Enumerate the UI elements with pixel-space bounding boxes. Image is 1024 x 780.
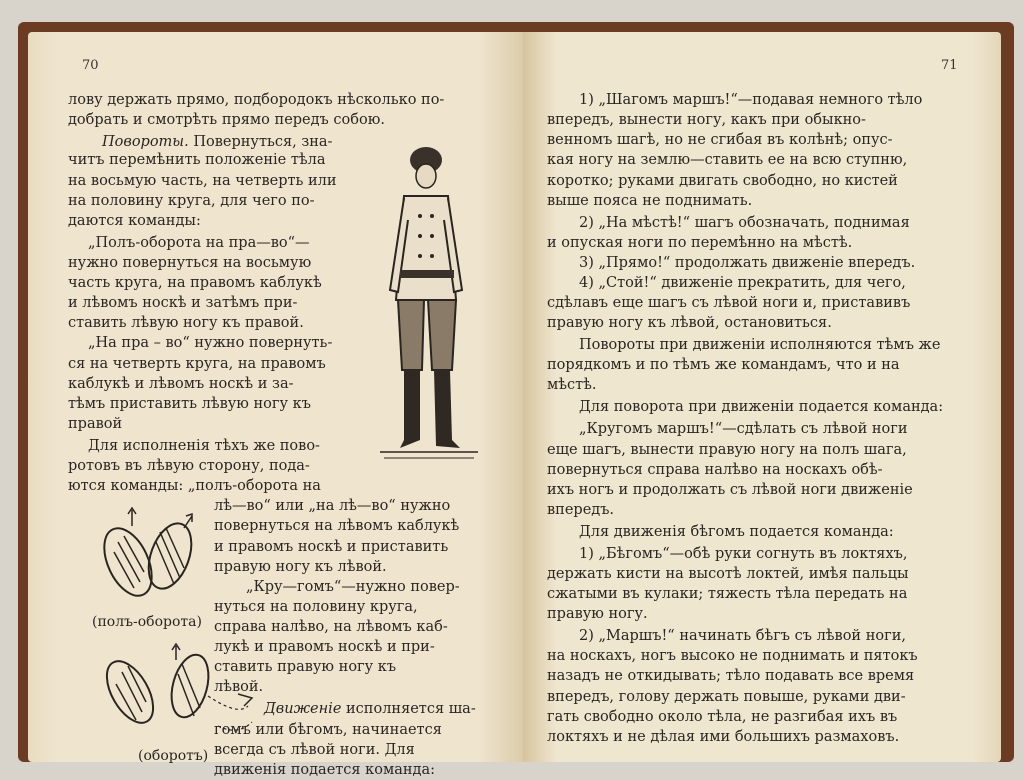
- right_page-line: 2) „На мѣстѣ!“ шагъ обозначать, поднимая: [579, 214, 910, 231]
- left_page-line: всегда съ лѣвой ноги. Для: [214, 741, 415, 758]
- left_page-line: справа налѣво, на лѣвомъ каб-: [214, 619, 448, 636]
- left-page-number: 70: [82, 58, 99, 73]
- right_page-line: кая ногу на землю—ставить ее на всю ступню,: [547, 152, 908, 169]
- right_page-line: 1) „Шагомъ маршъ!“—подавая немного тѣло: [579, 92, 923, 108]
- half-turn-footprint-diagram: [88, 502, 208, 612]
- right_page-line: Для движенiя бѣгомъ подается команда:: [579, 523, 894, 540]
- left_page-line: Для исполненiя тѣхъ же пово-: [88, 437, 320, 454]
- turn-caption: (оборотъ): [138, 748, 209, 764]
- left_page-line: лѣ—во“ или „на лѣ—во“ нужно: [214, 498, 451, 515]
- right_page-line: впередъ.: [547, 501, 615, 518]
- right_page-line: 1) „Бѣгомъ“—обѣ руки согнуть въ локтяхъ,: [579, 545, 908, 562]
- right_page-line: впередъ, голову держать повыше, руками дви-: [547, 688, 906, 705]
- right_page-line: гать свободно около тѣла, не разгибая ихъ въ: [547, 708, 898, 725]
- right_page-line: ихъ ногъ и продолжать съ лѣвой ноги движенiе: [547, 481, 913, 498]
- right_page-line: „Кругомъ маршъ!“—сдѣлать съ лѣвой ноги: [579, 421, 908, 438]
- right_page-line: сжатыми въ кулаки; тяжесть тѣла передать на: [547, 586, 908, 603]
- half-turn-caption: (полъ-оборота): [92, 614, 202, 630]
- left_page-line: правую ногу къ лѣвой.: [214, 558, 387, 575]
- left_page-line: лѣвой.: [214, 679, 264, 696]
- left_page-line: добрать и смотрѣть прямо передъ собою.: [68, 112, 385, 129]
- right-page-number: 71: [941, 58, 958, 73]
- right_page-line: локтяхъ и не дѣлая ими большихъ размаховъ.: [547, 728, 900, 745]
- left_page-line: Повороты. Повернуться, зна-: [102, 134, 333, 151]
- left_page-line: ротовъ въ лѣвую сторону, пода-: [68, 458, 310, 474]
- right_page-line: впередъ, вынести ногу, какъ при обыкно-: [547, 112, 866, 129]
- left_page-line: ставить лѣвую ногу къ правой.: [68, 315, 304, 332]
- left_page-line: „Кру—гомъ“—нужно повер-: [246, 578, 460, 595]
- left_page-line: даются команды:: [68, 212, 201, 229]
- right_page-line: 4) „Стой!“ движенiе прекратить, для чего,: [579, 275, 906, 291]
- right_page-line: 3) „Прямо!“ продолжать движенiе впередъ.: [579, 254, 916, 271]
- left_page-line: „На пра – во“ нужно повернуть-: [88, 335, 333, 352]
- right_page-line: венномъ шагѣ, но не сгибая въ колѣнѣ; опус-: [547, 132, 893, 149]
- right_page-line: и опуская ноги по перемѣнно на мѣстѣ.: [547, 234, 853, 251]
- right_page-line: правую ногу къ лѣвой, остановиться.: [547, 315, 832, 332]
- right_page-line: порядкомъ и по тѣмъ же командамъ, что и на: [547, 357, 900, 374]
- left_page-line: гомъ или бѣгомъ, начинается: [214, 721, 442, 738]
- left_page-line: Движенiе исполняется ша-: [264, 701, 476, 718]
- left_page-line: ставить правую ногу къ: [214, 659, 397, 676]
- left-page: [28, 32, 528, 778]
- left_page-line: ются команды: „полъ-оборота на: [68, 478, 321, 495]
- right_page-line: назадъ не откидывать; тѣло подавать все время: [547, 668, 915, 685]
- right-page: [523, 32, 1001, 762]
- left_page-line: каблукѣ и лѣвомъ носкѣ и за-: [68, 375, 294, 392]
- left_page-line: и правомъ носкѣ и приставить: [214, 538, 449, 555]
- right_page-line: Для поворота при движенiи подается команда:: [579, 399, 944, 416]
- left_page-line: читъ перемѣнить положенiе тѣла: [68, 152, 326, 169]
- left_page-line: нужно повернуться на восьмую: [68, 254, 312, 271]
- right_page-line: на носкахъ, ногъ высоко не поднимать и пятокъ: [547, 648, 918, 665]
- left_page-line: правой: [68, 415, 123, 432]
- right_page-line: еще шагъ, вынести правую ногу на полъ шага,: [547, 441, 907, 458]
- turn-footprint-diagram: [88, 636, 258, 746]
- right_page-line: коротко; руками двигать свободно, но кистей: [547, 172, 898, 189]
- right_page-line: выше пояса не поднимать.: [547, 192, 753, 209]
- left_page-line: лову держать прямо, подбородокъ нѣсколько по-: [68, 92, 445, 108]
- left_page-line: и лѣвомъ носкѣ и затѣмъ при-: [68, 295, 298, 312]
- left_page-line: лукѣ и правомъ носкѣ и при-: [214, 639, 435, 656]
- book-spread: [18, 22, 1014, 778]
- left_page-line: нуться на половину круга,: [214, 598, 418, 615]
- left_page-line: тѣмъ приставить лѣвую ногу къ: [68, 395, 311, 412]
- right_page-line: правую ногу.: [547, 606, 648, 623]
- right_page-line: держать кисти на высотѣ локтей, имѣя пальцы: [547, 565, 909, 582]
- left_page-line: повернуться на лѣвомъ каблукѣ: [214, 518, 460, 535]
- left_page-line: часть круга, на правомъ каблукѣ: [68, 275, 322, 291]
- soldier-illustration: [374, 140, 484, 470]
- right_page-line: 2) „Маршъ!“ начинать бѣгъ съ лѣвой ноги,: [579, 628, 906, 645]
- left_page-line: на половину круга, для чего по-: [68, 192, 315, 209]
- left_page-line: „Полъ-оборота на пра—во“—: [88, 234, 310, 251]
- left_page-line: движенiя подается команда:: [214, 761, 436, 778]
- left_page-line: ся на четверть круга, на правомъ: [68, 355, 326, 372]
- right_page-line: Повороты при движенiи исполняются тѣмъ же: [579, 337, 941, 354]
- right_page-line: сдѣлавъ еще шагъ съ лѣвой ноги и, приставивъ: [547, 295, 911, 312]
- right_page-line: повернуться справа налѣво на носкахъ обѣ-: [547, 461, 883, 478]
- right_page-line: мѣстѣ.: [547, 377, 597, 394]
- left_page-line: на восьмую часть, на четверть или: [68, 172, 337, 189]
